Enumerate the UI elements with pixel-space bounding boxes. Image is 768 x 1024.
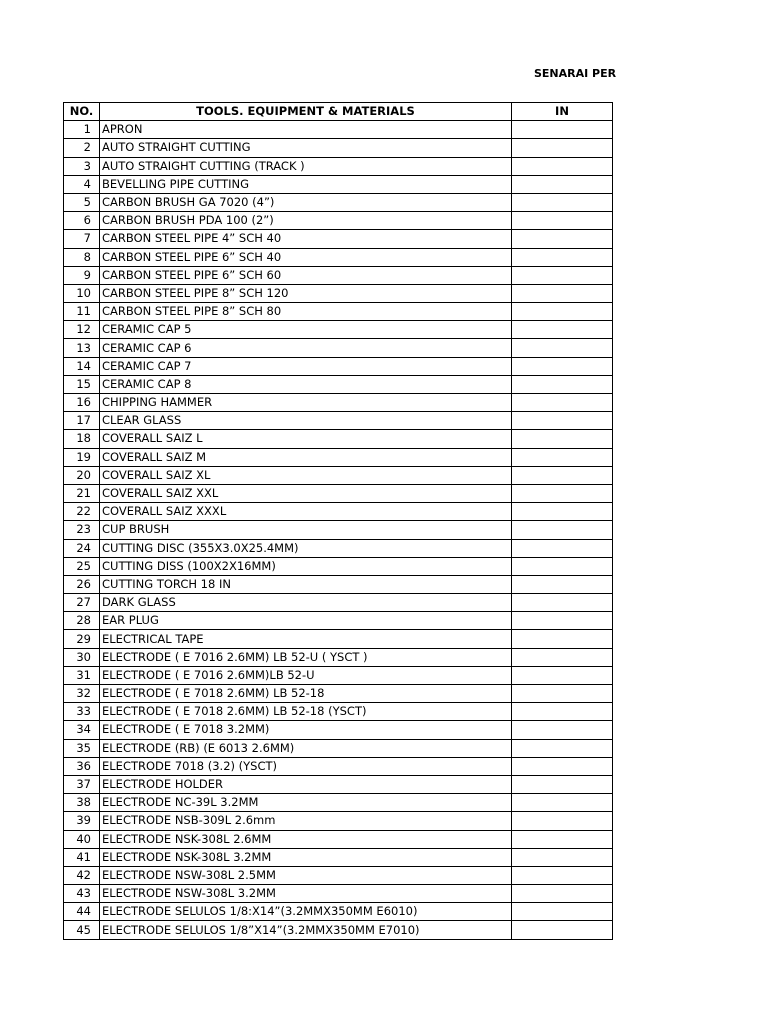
- table-row: [64, 484, 613, 502]
- in-cell: [512, 575, 613, 593]
- row-number: 2: [64, 139, 100, 157]
- item-name: ELECTRICAL TAPE: [100, 630, 512, 648]
- row-number: 33: [64, 703, 100, 721]
- row-number: 41: [64, 848, 100, 866]
- item-name: CERAMIC CAP 7: [100, 357, 512, 375]
- in-cell: [512, 721, 613, 739]
- in-cell: [512, 284, 613, 302]
- in-cell: [512, 266, 613, 284]
- item-name: ELECTRODE SELULOS 1/8”X14”(3.2MMX350MM E7010): [100, 921, 512, 939]
- item-name: EAR PLUG: [100, 612, 512, 630]
- row-number: 8: [64, 248, 100, 266]
- table-row: [64, 193, 613, 211]
- table-row: [64, 394, 613, 412]
- table-row: [64, 648, 613, 666]
- table-row: [64, 266, 613, 284]
- in-cell: [512, 157, 613, 175]
- in-cell: [512, 630, 613, 648]
- row-number: 28: [64, 612, 100, 630]
- row-number: 20: [64, 466, 100, 484]
- header-in: IN: [512, 103, 613, 121]
- in-cell: [512, 775, 613, 793]
- item-name: ELECTRODE NSK-308L 3.2MM: [100, 848, 512, 866]
- row-number: 18: [64, 430, 100, 448]
- row-number: 9: [64, 266, 100, 284]
- in-cell: [512, 193, 613, 211]
- inventory-table: [63, 102, 613, 940]
- in-cell: [512, 866, 613, 884]
- row-number: 35: [64, 739, 100, 757]
- in-cell: [512, 466, 613, 484]
- header-row: [64, 103, 613, 121]
- item-name: ELECTRODE NC-39L 3.2MM: [100, 794, 512, 812]
- in-cell: [512, 594, 613, 612]
- row-number: 36: [64, 757, 100, 775]
- item-name: CERAMIC CAP 5: [100, 321, 512, 339]
- table-row: [64, 230, 613, 248]
- item-name: DARK GLASS: [100, 594, 512, 612]
- item-name: ELECTRODE (RB) (E 6013 2.6MM): [100, 739, 512, 757]
- item-name: ELECTRODE NSB-309L 2.6mm: [100, 812, 512, 830]
- in-cell: [512, 212, 613, 230]
- item-name: CERAMIC CAP 8: [100, 375, 512, 393]
- row-number: 19: [64, 448, 100, 466]
- item-name: ELECTRODE ( E 7018 2.6MM) LB 52-18 (YSCT): [100, 703, 512, 721]
- row-number: 37: [64, 775, 100, 793]
- row-number: 1: [64, 121, 100, 139]
- row-number: 40: [64, 830, 100, 848]
- table-row: [64, 212, 613, 230]
- item-name: COVERALL SAIZ M: [100, 448, 512, 466]
- item-name: ELECTRODE HOLDER: [100, 775, 512, 793]
- in-cell: [512, 339, 613, 357]
- in-cell: [512, 648, 613, 666]
- item-name: CARBON BRUSH GA 7020 (4”): [100, 193, 512, 211]
- item-name: CERAMIC CAP 6: [100, 339, 512, 357]
- row-number: 7: [64, 230, 100, 248]
- in-cell: [512, 685, 613, 703]
- table-body: [64, 121, 613, 939]
- table-row: [64, 594, 613, 612]
- table-row: [64, 539, 613, 557]
- row-number: 25: [64, 557, 100, 575]
- item-name: ELECTRODE ( E 7016 2.6MM)LB 52-U: [100, 666, 512, 684]
- table-row: [64, 685, 613, 703]
- table-row: [64, 666, 613, 684]
- in-cell: [512, 794, 613, 812]
- table-row: [64, 121, 613, 139]
- item-name: ELECTRODE ( E 7018 2.6MM) LB 52-18: [100, 685, 512, 703]
- table-row: [64, 575, 613, 593]
- table-row: [64, 448, 613, 466]
- item-name: ELECTRODE ( E 7018 3.2MM): [100, 721, 512, 739]
- item-name: CARBON STEEL PIPE 6” SCH 60: [100, 266, 512, 284]
- item-name: COVERALL SAIZ XXL: [100, 484, 512, 502]
- header-item: TOOLS. EQUIPMENT & MATERIALS: [100, 103, 512, 121]
- in-cell: [512, 175, 613, 193]
- in-cell: [512, 557, 613, 575]
- table-row: [64, 357, 613, 375]
- in-cell: [512, 739, 613, 757]
- in-cell: [512, 430, 613, 448]
- item-name: CUTTING TORCH 18 IN: [100, 575, 512, 593]
- table-row: [64, 466, 613, 484]
- in-cell: [512, 830, 613, 848]
- item-name: CLEAR GLASS: [100, 412, 512, 430]
- item-name: ELECTRODE NSK-308L 2.6MM: [100, 830, 512, 848]
- in-cell: [512, 248, 613, 266]
- row-number: 43: [64, 885, 100, 903]
- row-number: 6: [64, 212, 100, 230]
- table-row: [64, 375, 613, 393]
- item-name: AUTO STRAIGHT CUTTING: [100, 139, 512, 157]
- in-cell: [512, 885, 613, 903]
- page-heading: SENARAI PER: [534, 67, 617, 80]
- item-name: BEVELLING PIPE CUTTING: [100, 175, 512, 193]
- item-name: CUTTING DISC (355X3.0X25.4MM): [100, 539, 512, 557]
- item-name: APRON: [100, 121, 512, 139]
- in-cell: [512, 139, 613, 157]
- table-row: [64, 248, 613, 266]
- table-row: [64, 630, 613, 648]
- in-cell: [512, 903, 613, 921]
- item-name: ELECTRODE NSW-308L 3.2MM: [100, 885, 512, 903]
- table-row: [64, 739, 613, 757]
- row-number: 11: [64, 303, 100, 321]
- in-cell: [512, 757, 613, 775]
- table-row: [64, 175, 613, 193]
- row-number: 24: [64, 539, 100, 557]
- item-name: CUP BRUSH: [100, 521, 512, 539]
- table-row: [64, 339, 613, 357]
- table-row: [64, 794, 613, 812]
- table-row: [64, 430, 613, 448]
- item-name: COVERALL SAIZ XL: [100, 466, 512, 484]
- row-number: 27: [64, 594, 100, 612]
- row-number: 42: [64, 866, 100, 884]
- row-number: 13: [64, 339, 100, 357]
- in-cell: [512, 612, 613, 630]
- row-number: 31: [64, 666, 100, 684]
- in-cell: [512, 703, 613, 721]
- item-name: AUTO STRAIGHT CUTTING (TRACK ): [100, 157, 512, 175]
- table-row: [64, 612, 613, 630]
- row-number: 16: [64, 394, 100, 412]
- item-name: COVERALL SAIZ L: [100, 430, 512, 448]
- in-cell: [512, 503, 613, 521]
- in-cell: [512, 448, 613, 466]
- table-row: [64, 284, 613, 302]
- in-cell: [512, 484, 613, 502]
- table-row: [64, 703, 613, 721]
- in-cell: [512, 539, 613, 557]
- table-row: [64, 157, 613, 175]
- item-name: CUTTING DISS (100X2X16MM): [100, 557, 512, 575]
- row-number: 32: [64, 685, 100, 703]
- row-number: 26: [64, 575, 100, 593]
- in-cell: [512, 412, 613, 430]
- item-name: CARBON BRUSH PDA 100 (2”): [100, 212, 512, 230]
- table-row: [64, 812, 613, 830]
- item-name: ELECTRODE ( E 7016 2.6MM) LB 52-U ( YSCT ): [100, 648, 512, 666]
- row-number: 21: [64, 484, 100, 502]
- table-row: [64, 866, 613, 884]
- row-number: 23: [64, 521, 100, 539]
- in-cell: [512, 357, 613, 375]
- in-cell: [512, 121, 613, 139]
- table-row: [64, 830, 613, 848]
- row-number: 38: [64, 794, 100, 812]
- row-number: 45: [64, 921, 100, 939]
- item-name: CARBON STEEL PIPE 4” SCH 40: [100, 230, 512, 248]
- row-number: 29: [64, 630, 100, 648]
- in-cell: [512, 848, 613, 866]
- row-number: 39: [64, 812, 100, 830]
- item-name: ELECTRODE SELULOS 1/8:X14”(3.2MMX350MM E6010): [100, 903, 512, 921]
- table-row: [64, 139, 613, 157]
- in-cell: [512, 230, 613, 248]
- row-number: 34: [64, 721, 100, 739]
- row-number: 44: [64, 903, 100, 921]
- table-row: [64, 303, 613, 321]
- table-row: [64, 412, 613, 430]
- item-name: CARBON STEEL PIPE 6” SCH 40: [100, 248, 512, 266]
- row-number: 14: [64, 357, 100, 375]
- row-number: 30: [64, 648, 100, 666]
- table-row: [64, 903, 613, 921]
- in-cell: [512, 394, 613, 412]
- item-name: CARBON STEEL PIPE 8” SCH 120: [100, 284, 512, 302]
- table-row: [64, 557, 613, 575]
- in-cell: [512, 812, 613, 830]
- row-number: 5: [64, 193, 100, 211]
- header-no: NO.: [64, 103, 100, 121]
- row-number: 15: [64, 375, 100, 393]
- table-row: [64, 721, 613, 739]
- table-row: [64, 503, 613, 521]
- row-number: 4: [64, 175, 100, 193]
- row-number: 22: [64, 503, 100, 521]
- item-name: CARBON STEEL PIPE 8” SCH 80: [100, 303, 512, 321]
- table-row: [64, 775, 613, 793]
- row-number: 12: [64, 321, 100, 339]
- table-row: [64, 757, 613, 775]
- in-cell: [512, 521, 613, 539]
- in-cell: [512, 303, 613, 321]
- in-cell: [512, 375, 613, 393]
- in-cell: [512, 921, 613, 939]
- row-number: 3: [64, 157, 100, 175]
- in-cell: [512, 321, 613, 339]
- table-row: [64, 848, 613, 866]
- item-name: ELECTRODE 7018 (3.2) (YSCT): [100, 757, 512, 775]
- item-name: ELECTRODE NSW-308L 2.5MM: [100, 866, 512, 884]
- row-number: 17: [64, 412, 100, 430]
- table-row: [64, 521, 613, 539]
- in-cell: [512, 666, 613, 684]
- row-number: 10: [64, 284, 100, 302]
- table-row: [64, 321, 613, 339]
- item-name: CHIPPING HAMMER: [100, 394, 512, 412]
- table-row: [64, 921, 613, 939]
- table-row: [64, 885, 613, 903]
- item-name: COVERALL SAIZ XXXL: [100, 503, 512, 521]
